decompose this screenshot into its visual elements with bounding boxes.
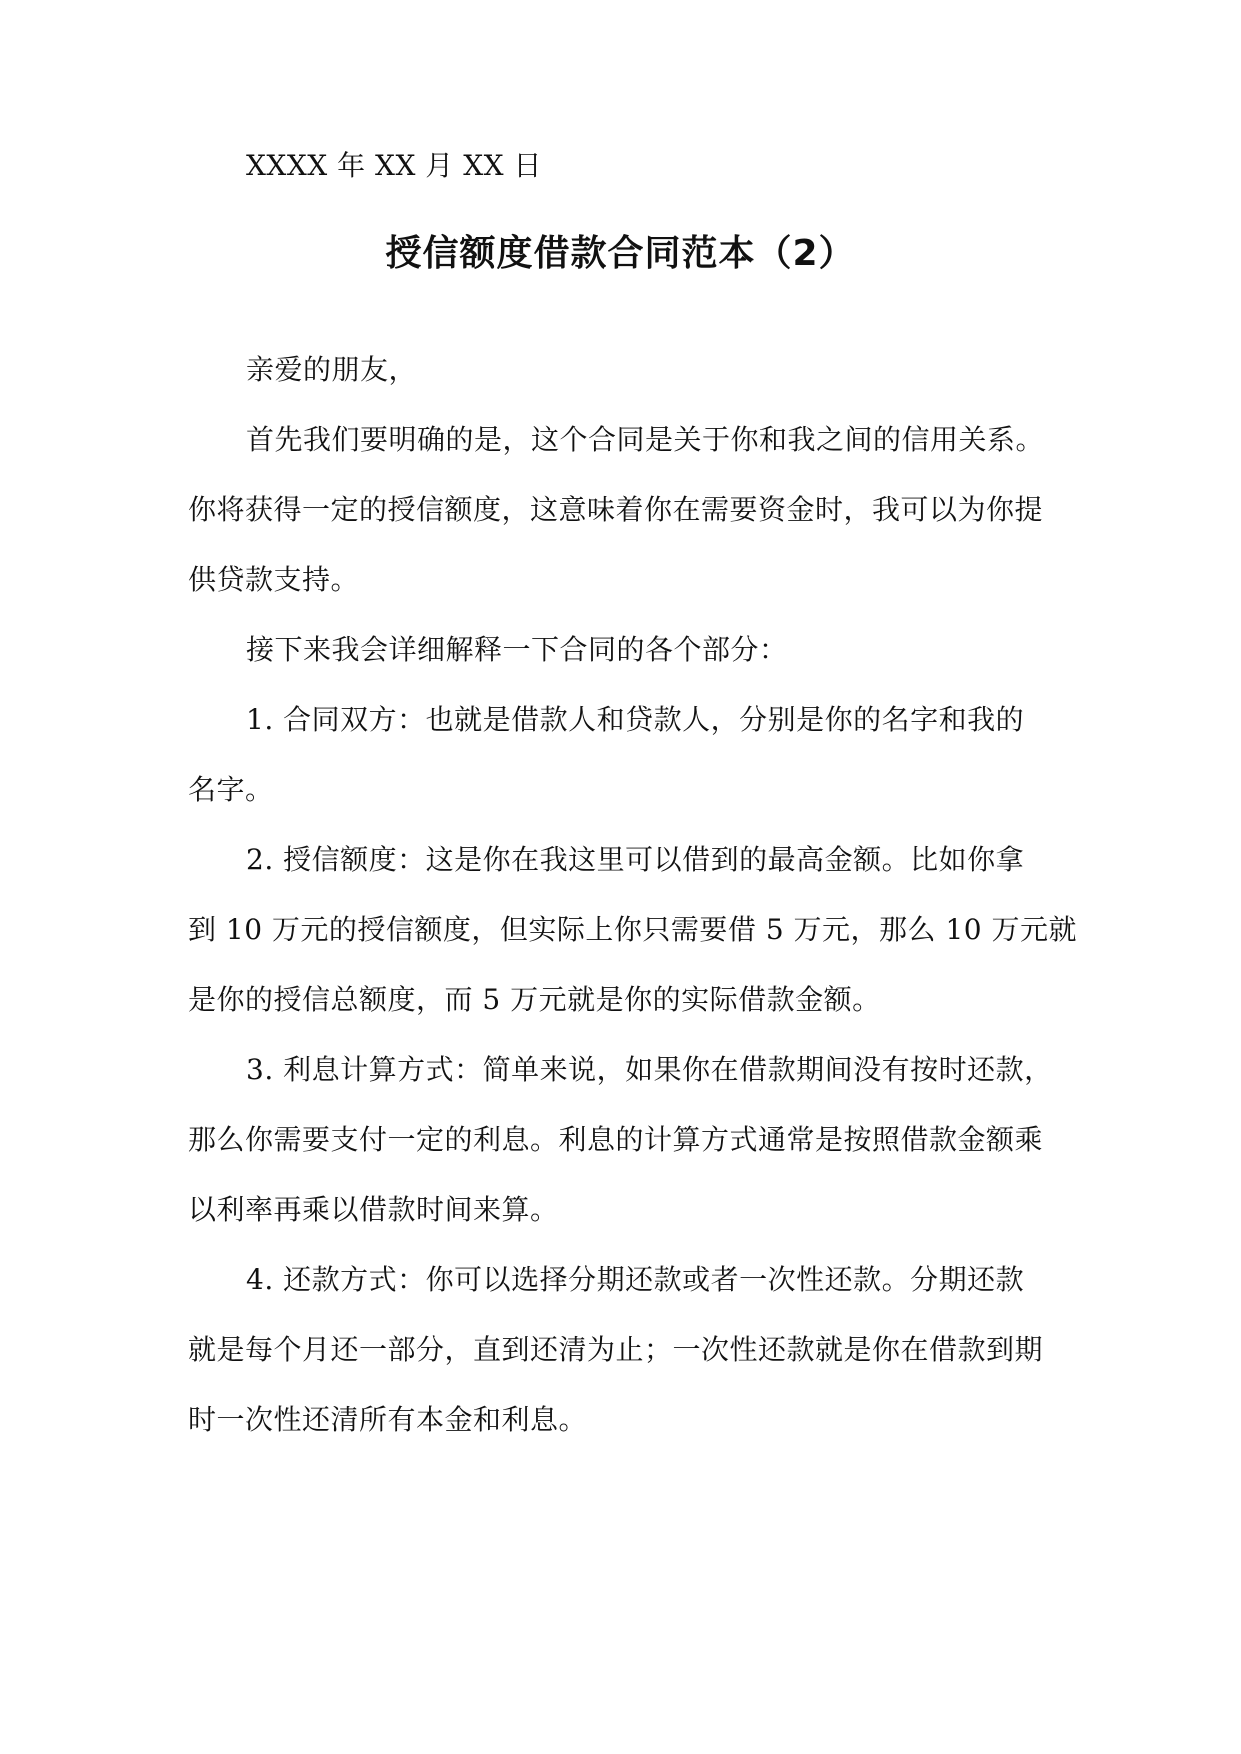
paragraph-line: 你将获得一定的授信额度，这意味着你在需要资金时，我可以为你提 — [188, 493, 1044, 526]
list-item-line: 4. 还款方式：你可以选择分期还款或者一次性还款。分期还款 — [246, 1263, 1025, 1296]
list-item-line: 时一次性还清所有本金和利息。 — [188, 1403, 588, 1436]
list-item-line: 以利率再乘以借款时间来算。 — [188, 1193, 559, 1226]
document-title: 授信额度借款合同范本（2） — [385, 233, 856, 274]
list-item-line: 1. 合同双方：也就是借款人和贷款人，分别是你的名字和我的 — [246, 703, 1025, 736]
list-item-line: 那么你需要支付一定的利息。利息的计算方式通常是按照借款金额乘 — [188, 1123, 1044, 1156]
list-item-line: 名字。 — [188, 773, 274, 806]
list-item-line: 3. 利息计算方式：简单来说，如果你在借款期间没有按时还款， — [246, 1053, 1053, 1086]
document-date: XXXX 年 XX 月 XX 日 — [246, 149, 542, 182]
list-item-line: 到 10 万元的授信额度，但实际上你只需要借 5 万元，那么 10 万元就 — [188, 913, 1077, 946]
paragraph-line: 首先我们要明确的是，这个合同是关于你和我之间的信用关系。 — [246, 423, 1045, 456]
list-item-line: 就是每个月还一部分，直到还清为止；一次性还款就是你在借款到期 — [188, 1333, 1044, 1366]
paragraph-line: 接下来我会详细解释一下合同的各个部分： — [246, 633, 788, 666]
salutation: 亲爱的朋友， — [246, 353, 418, 386]
list-item-line: 是你的授信总额度，而 5 万元就是你的实际借款金额。 — [188, 983, 881, 1016]
paragraph-line: 供贷款支持。 — [188, 563, 360, 596]
list-item-line: 2. 授信额度：这是你在我这里可以借到的最高金额。比如你拿 — [246, 843, 1025, 876]
